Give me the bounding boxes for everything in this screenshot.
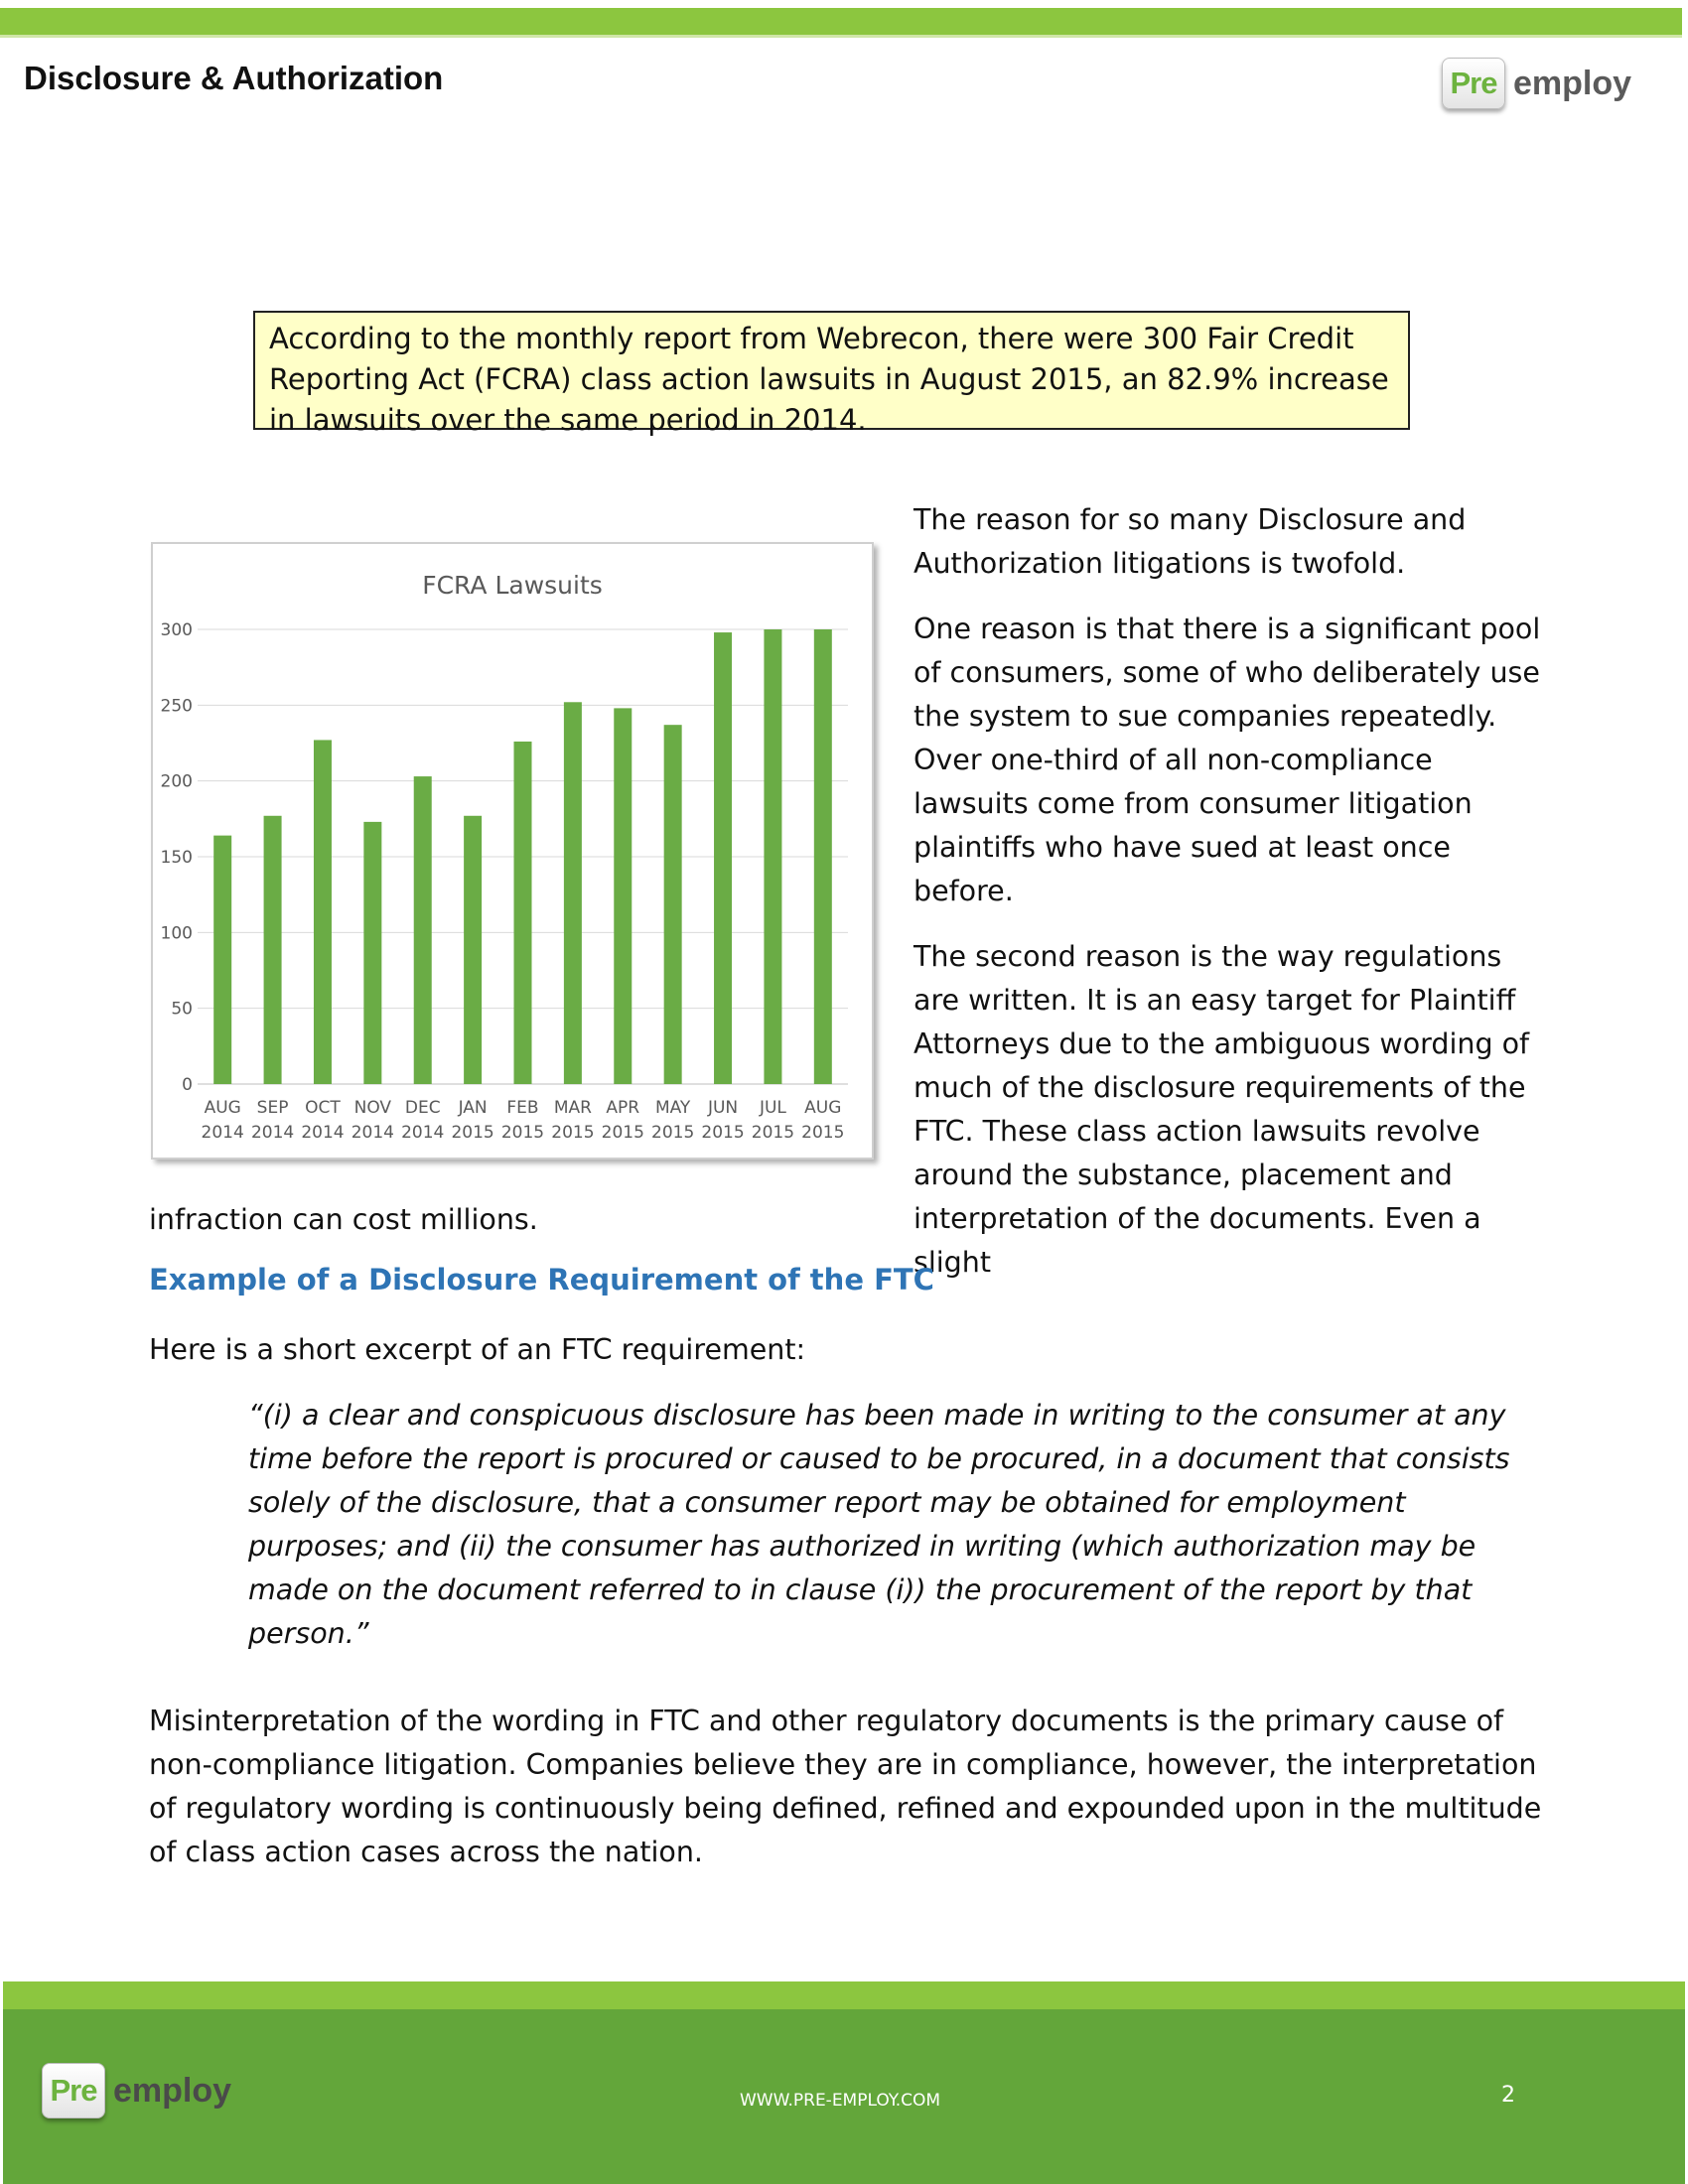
bar	[464, 816, 482, 1084]
bar	[814, 629, 832, 1084]
bar	[264, 816, 282, 1084]
x-tick-year: 2015	[801, 1123, 845, 1143]
x-tick-label: OCT	[305, 1098, 341, 1118]
logo-employ: employ	[113, 2071, 232, 2110]
x-tick-label: AUG	[804, 1098, 842, 1118]
chart-title: FCRA Lawsuits	[422, 571, 603, 600]
callout-text: According to the monthly report from Webrecon, there were 300 Fair Credit Reporting Act (FCRA) class action lawsuits in August 2015, an 82.9% increase in lawsuits over the same period in 2014.	[269, 322, 1389, 437]
bar	[614, 708, 632, 1084]
bar	[314, 740, 332, 1084]
x-tick-year: 2014	[201, 1123, 244, 1143]
x-tick-year: 2014	[250, 1123, 295, 1143]
x-tick-year: 2015	[601, 1123, 644, 1143]
bar	[714, 632, 732, 1084]
bar	[514, 742, 532, 1084]
x-tick-label: JAN	[458, 1098, 488, 1118]
x-tick-year: 2015	[451, 1123, 494, 1143]
x-tick-year: 2015	[651, 1123, 695, 1143]
x-tick-label: DEC	[404, 1098, 441, 1118]
y-tick-label: 0	[182, 1075, 193, 1095]
x-tick-year: 2015	[500, 1123, 545, 1143]
bar	[414, 776, 432, 1084]
section-heading: Example of a Disclosure Requirement of the FTC	[149, 1263, 934, 1297]
x-tick-label: AUG	[204, 1098, 241, 1118]
bar	[564, 702, 582, 1084]
logo-employ: employ	[1513, 64, 1632, 102]
x-tick-label: FEB	[506, 1098, 539, 1118]
bar	[764, 629, 781, 1084]
logo-pre: Pre	[1442, 58, 1505, 109]
y-tick-label: 300	[160, 620, 193, 640]
x-tick-year: 2015	[551, 1123, 595, 1143]
x-tick-label: SEP	[256, 1098, 289, 1118]
x-tick-year: 2015	[701, 1123, 745, 1143]
paragraph-continuation: infraction can cost millions.	[149, 1203, 538, 1236]
y-tick-label: 200	[160, 771, 193, 792]
x-tick-label: APR	[606, 1098, 640, 1118]
footer-url[interactable]: WWW.PRE-EMPLOY.COM	[740, 2091, 941, 2111]
chart-canvas	[153, 544, 872, 1158]
paragraph-reason-two: The second reason is the way regulations are written. It is an easy target for Plaintiff Attorneys due to the ambiguous wording of much of the disclosure requirements of the FTC. These class action lawsuits revolve around the substance, placement and interpretation of the documents. Even a slight	[914, 940, 1530, 1279]
bar	[664, 725, 682, 1084]
logo-header	[1442, 58, 1631, 109]
y-tick-label: 100	[160, 923, 193, 944]
x-tick-year: 2014	[401, 1123, 445, 1143]
page-number: 2	[1501, 2083, 1515, 2108]
x-tick-label: NOV	[353, 1098, 392, 1118]
right-column	[914, 498, 1549, 1306]
page-title: Disclosure & Authorization	[24, 60, 444, 96]
header-bar-highlight	[0, 35, 1682, 38]
y-tick-label: 250	[160, 696, 193, 717]
footer-band	[3, 1981, 1685, 2009]
x-tick-year: 2014	[351, 1123, 394, 1143]
y-tick-label: 50	[171, 999, 193, 1020]
x-tick-label: MAR	[553, 1098, 592, 1118]
y-tick-label: 150	[160, 848, 193, 868]
logo-pre: Pre	[42, 2063, 105, 2118]
logo-footer	[42, 2063, 231, 2118]
fcra-lawsuits-chart	[151, 542, 874, 1160]
paragraph-reason-one: One reason is that there is a significant pool of consumers, some of who deliberately use the system to sue companies repeatedly. Over one-third of all non-compliance lawsuits come from consumer litigation plaintiffs who have sued at least once before.	[914, 613, 1541, 907]
x-tick-year: 2014	[301, 1123, 345, 1143]
header-bar	[0, 8, 1682, 35]
bar	[213, 836, 231, 1084]
statistic-callout	[253, 311, 1410, 437]
closing-paragraph: Misinterpretation of the wording in FTC and other regulatory documents is the primary cause of non-compliance litigation. Companies believe they are in compliance, however, the interpretation of regulatory wording is continuously being defined, refined and expounded upon in the multitude of class action cases across the nation.	[149, 1705, 1542, 1868]
bar	[363, 822, 381, 1084]
x-tick-year: 2015	[751, 1123, 795, 1143]
x-tick-label: JUN	[707, 1098, 739, 1118]
paragraph-reason-intro: The reason for so many Disclosure and Authorization litigations is twofold.	[914, 503, 1467, 580]
excerpt-intro: Here is a short excerpt of an FTC requirement:	[149, 1333, 806, 1366]
ftc-quote: “(i) a clear and conspicuous disclosure has been made in writing to the consumer at any time before the report is procured or caused to be procured, in a document that consists solely of the disclosure, that a consumer report may be obtained for employment purposes; and (ii) the consumer has authorized in writing (which authorization may be made on the document referred to in clause (i)) the procurement of the report by that person.”	[248, 1399, 1510, 1650]
x-tick-label: JUL	[759, 1098, 786, 1118]
x-tick-label: MAY	[654, 1098, 691, 1118]
